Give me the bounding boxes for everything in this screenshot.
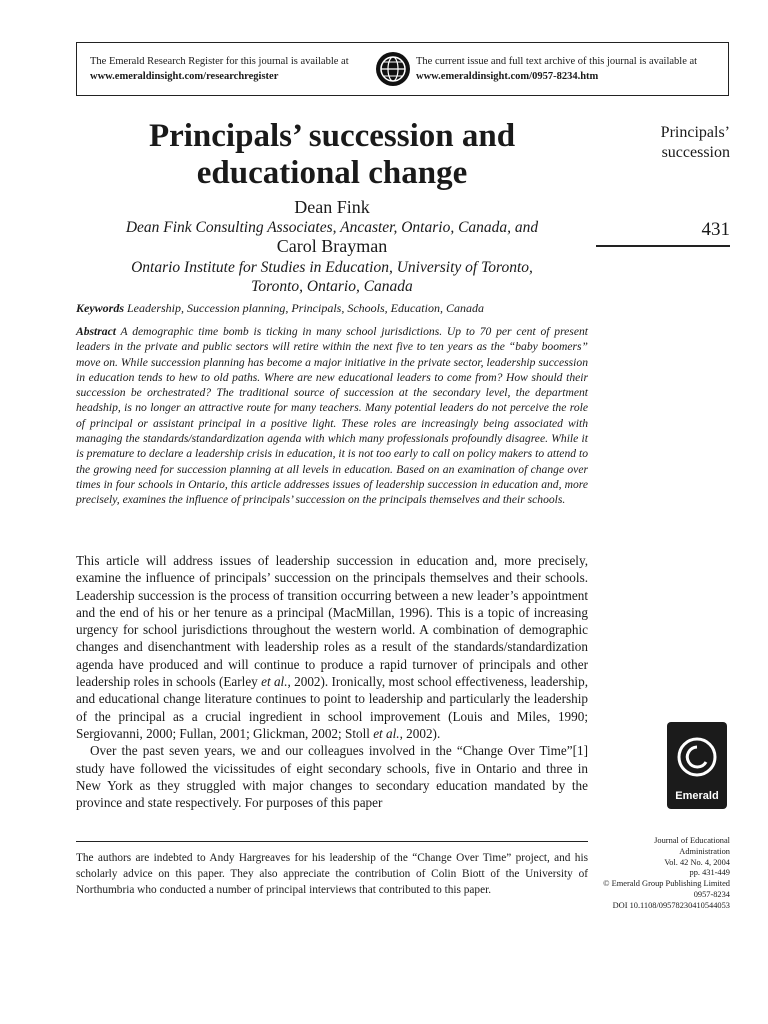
running-head-line-1: Principals’ — [660, 124, 730, 141]
title-line-1: Principals’ succession and — [148, 118, 516, 154]
banner-left-text: The Emerald Research Register for this journal is available at — [90, 56, 349, 67]
emerald-globe-icon — [376, 52, 410, 86]
journal-issn: 0957-8234 — [693, 889, 730, 899]
body-p1-part-b: , 2002). Ironically, most school effectiveness, leadership, and educational change literature continues to point to leadership and particularly the leadership of the principal as a crucial ingredient in school improvement (Louis and Miles, 1990; Sergiovanni, 2000; Fullan, 2001; Glickman, 2002; Stoll — [76, 674, 588, 741]
acknowledgement-footnote: The authors are indebted to Andy Hargreaves for his leadership of the “Change Over Time” project, and his scholarly advice on this paper. They also appreciate the contribution of Colin Biott of the University of Northumbria who conducted a number of principal interviews that contributed to this paper. — [76, 852, 588, 896]
emerald-logo-text: Emerald — [675, 790, 719, 802]
banner-right — [416, 54, 697, 84]
journal-doi: DOI 10.1108/09578230410544053 — [612, 900, 730, 910]
affiliation-1: Dean Fink Consulting Associates, Ancaster, Ontario, Canada, and — [125, 219, 539, 236]
running-head-line-2: succession — [661, 144, 730, 161]
abstract-text: A demographic time bomb is ticking in many school jurisdictions. Up to 70 per cent of present leaders in the private and public sectors will retire within the next five to ten years as the “baby boomers” move on. While succession planning has become a major initiative in the private sector, leadership succession in education tends to hew to old paths. Where are new educational leaders to come from? How should their succession be orchestrated? The traditional source of succession at the secondary level, the department headship, is no longer an attractive route for many teachers. Many potential leaders do not perceive the role of principal or assistant principal in a positive light. These roles are increasingly being associated with managing the standards/standardization agenda with which many professionals profoundly disagree. While it is premature to declare a leadership crisis in education, it is not too early to call on policy makers to attend to the growing need for succession planning at all levels in education. Based on an examination of change over times in four schools in Ontario, this article addresses issues of leadership succession in education and, more precisely, examines the influence of principals’ succession on the principals themselves and their schools. — [76, 325, 588, 507]
affiliation-2-line-2: Toronto, Ontario, Canada — [251, 278, 413, 295]
page-number: 431 — [701, 219, 730, 240]
margin-rule — [596, 245, 730, 247]
affiliation-2-line-1: Ontario Institute for Studies in Education, University of Toronto, — [131, 259, 533, 276]
banner-left — [90, 54, 349, 84]
keywords-label: Keywords — [76, 301, 124, 315]
journal-copyright: © Emerald Group Publishing Limited — [603, 879, 730, 889]
emerald-publisher-logo — [667, 722, 727, 809]
journal-volume: Vol. 42 No. 4, 2004 — [664, 857, 730, 867]
body-p1-etal-2: et al. — [373, 725, 400, 741]
journal-name-line-2: Administration — [679, 846, 730, 856]
article-title — [76, 118, 588, 192]
author-name-1: Dean Fink — [294, 197, 370, 217]
body-paragraph-1 — [76, 552, 588, 742]
keywords — [76, 300, 588, 316]
journal-name-line-1: Journal of Educational — [654, 836, 730, 845]
author-name-2: Carol Brayman — [276, 236, 388, 256]
running-head — [661, 123, 730, 163]
body-paragraph-2: Over the past seven years, we and our colleagues involved in the “Change Over Time”[1] study have followed the vicissitudes of eight secondary schools, five in Ontario and three in New York as they struggled with major changes to secondary education mandated by the province and state respectively. For purposes of this paper — [76, 743, 588, 811]
journal-pages: pp. 431-449 — [689, 868, 730, 878]
body-p1-part-c: , 2002). — [399, 725, 441, 741]
body-p1-part-a: This article will address issues of leadership succession in education and, more precisely, examine the influence of principals’ succession on the principals themselves and their schools. Leadership succession is the process of transition occurring between a new leader’s appointment and the end of his or her tenure as a principal (MacMillan, 1996). This is a topic of increasing urgency for school jurisdictions throughout the western world. A combination of demographic changes and disenchantment with leadership roles as a result of the standards/standardization agenda have produced and will continue to produce a rapid turnover of principals and other leadership roles in schools (Earley — [76, 553, 588, 690]
journal-citation — [540, 836, 730, 912]
article-body — [76, 552, 588, 811]
banner-right-text: The current issue and full text archive of this journal is available at — [416, 56, 698, 67]
journal-archive-link[interactable]: www.emeraldinsight.com/0957-8234.htm — [416, 71, 599, 82]
body-p1-etal-1: et al. — [261, 674, 288, 690]
footnote-divider — [76, 841, 588, 842]
title-line-2: educational change — [196, 155, 468, 191]
research-register-banner — [76, 42, 729, 96]
abstract — [76, 324, 588, 508]
abstract-label: Abstract — [76, 325, 116, 338]
keywords-list: Leadership, Succession planning, Principals, Schools, Education, Canada — [127, 301, 484, 315]
research-register-link[interactable]: www.emeraldinsight.com/researchregister — [90, 71, 279, 82]
emerald-e-icon — [675, 732, 719, 782]
